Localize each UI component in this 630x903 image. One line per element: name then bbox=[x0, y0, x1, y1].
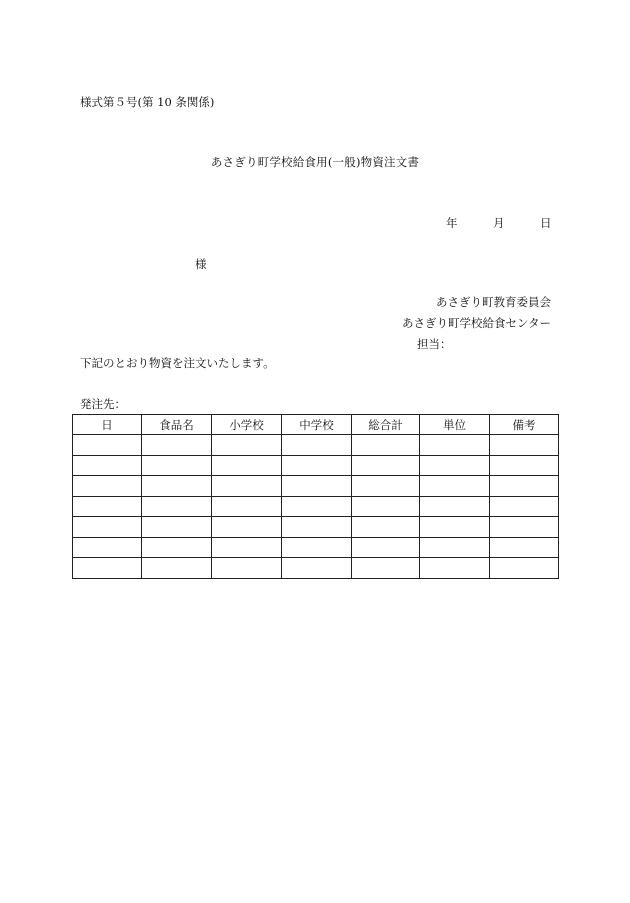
table-cell[interactable] bbox=[352, 435, 420, 456]
table-cell[interactable] bbox=[212, 537, 282, 558]
table-row bbox=[73, 517, 559, 538]
table-cell[interactable] bbox=[490, 558, 559, 579]
table-cell[interactable] bbox=[420, 476, 490, 497]
table-cell[interactable] bbox=[352, 517, 420, 538]
table-cell[interactable] bbox=[73, 537, 142, 558]
table-cell[interactable] bbox=[352, 537, 420, 558]
header-unit: 単位 bbox=[420, 415, 490, 435]
header-elementary-school: 小学校 bbox=[212, 415, 282, 435]
table-row bbox=[73, 558, 559, 579]
table-cell[interactable] bbox=[142, 435, 212, 456]
table-row bbox=[73, 537, 559, 558]
table-cell[interactable] bbox=[490, 496, 559, 517]
table-cell[interactable] bbox=[420, 455, 490, 476]
table-row bbox=[73, 455, 559, 476]
table-cell[interactable] bbox=[490, 435, 559, 456]
header-food-name: 食品名 bbox=[142, 415, 212, 435]
table-cell[interactable] bbox=[490, 537, 559, 558]
table-cell[interactable] bbox=[73, 517, 142, 538]
table-row bbox=[73, 496, 559, 517]
table-cell[interactable] bbox=[73, 558, 142, 579]
sender-organization: あさぎり町教育委員会 bbox=[436, 295, 551, 309]
table-cell[interactable] bbox=[282, 455, 352, 476]
table-cell[interactable] bbox=[420, 435, 490, 456]
table-cell[interactable] bbox=[282, 558, 352, 579]
form-number: 様式第５号(第 10 条関係) bbox=[80, 95, 215, 109]
table-cell[interactable] bbox=[282, 537, 352, 558]
table-cell[interactable] bbox=[212, 558, 282, 579]
table-cell[interactable] bbox=[73, 476, 142, 497]
table-cell[interactable] bbox=[352, 476, 420, 497]
table-cell[interactable] bbox=[73, 435, 142, 456]
table-cell[interactable] bbox=[420, 517, 490, 538]
sender-department: あさぎり町学校給食センター bbox=[401, 316, 551, 330]
document-title: あさぎり町学校給食用(一般)物資注文書 bbox=[210, 155, 420, 169]
table-cell[interactable] bbox=[212, 476, 282, 497]
header-junior-high-school: 中学校 bbox=[282, 415, 352, 435]
table-cell[interactable] bbox=[73, 496, 142, 517]
table-cell[interactable] bbox=[420, 558, 490, 579]
table-cell[interactable] bbox=[142, 455, 212, 476]
table-cell[interactable] bbox=[420, 537, 490, 558]
date-day-label: 日 bbox=[540, 216, 552, 230]
table-cell[interactable] bbox=[282, 517, 352, 538]
table-cell[interactable] bbox=[73, 455, 142, 476]
table-header-row bbox=[73, 415, 559, 435]
intro-text: 下記のとおり物資を注文いたします。 bbox=[80, 356, 275, 370]
table-cell[interactable] bbox=[490, 517, 559, 538]
table-cell[interactable] bbox=[352, 496, 420, 517]
table-cell[interactable] bbox=[142, 537, 212, 558]
table-cell[interactable] bbox=[282, 496, 352, 517]
table-cell[interactable] bbox=[282, 435, 352, 456]
addressee-suffix: 様 bbox=[195, 257, 207, 271]
table-row bbox=[73, 435, 559, 456]
table-cell[interactable] bbox=[490, 476, 559, 497]
header-grand-total: 総合計 bbox=[352, 415, 420, 435]
table-cell[interactable] bbox=[420, 496, 490, 517]
table-cell[interactable] bbox=[352, 558, 420, 579]
table-row bbox=[73, 476, 559, 497]
table-cell[interactable] bbox=[142, 496, 212, 517]
table-cell[interactable] bbox=[142, 517, 212, 538]
order-table bbox=[72, 414, 559, 579]
table-cell[interactable] bbox=[142, 476, 212, 497]
date-month-label: 月 bbox=[493, 216, 505, 230]
supplier-label: 発注先： bbox=[80, 397, 126, 411]
table-cell[interactable] bbox=[212, 455, 282, 476]
table-cell[interactable] bbox=[142, 558, 212, 579]
person-in-charge-label: 担当： bbox=[417, 337, 452, 351]
date-year-label: 年 bbox=[446, 216, 458, 230]
table-cell[interactable] bbox=[212, 517, 282, 538]
table-cell[interactable] bbox=[212, 435, 282, 456]
table-cell[interactable] bbox=[212, 496, 282, 517]
header-remarks: 備考 bbox=[490, 415, 559, 435]
table-cell[interactable] bbox=[352, 455, 420, 476]
table-cell[interactable] bbox=[490, 455, 559, 476]
header-date: 日 bbox=[73, 415, 142, 435]
table-cell[interactable] bbox=[282, 476, 352, 497]
